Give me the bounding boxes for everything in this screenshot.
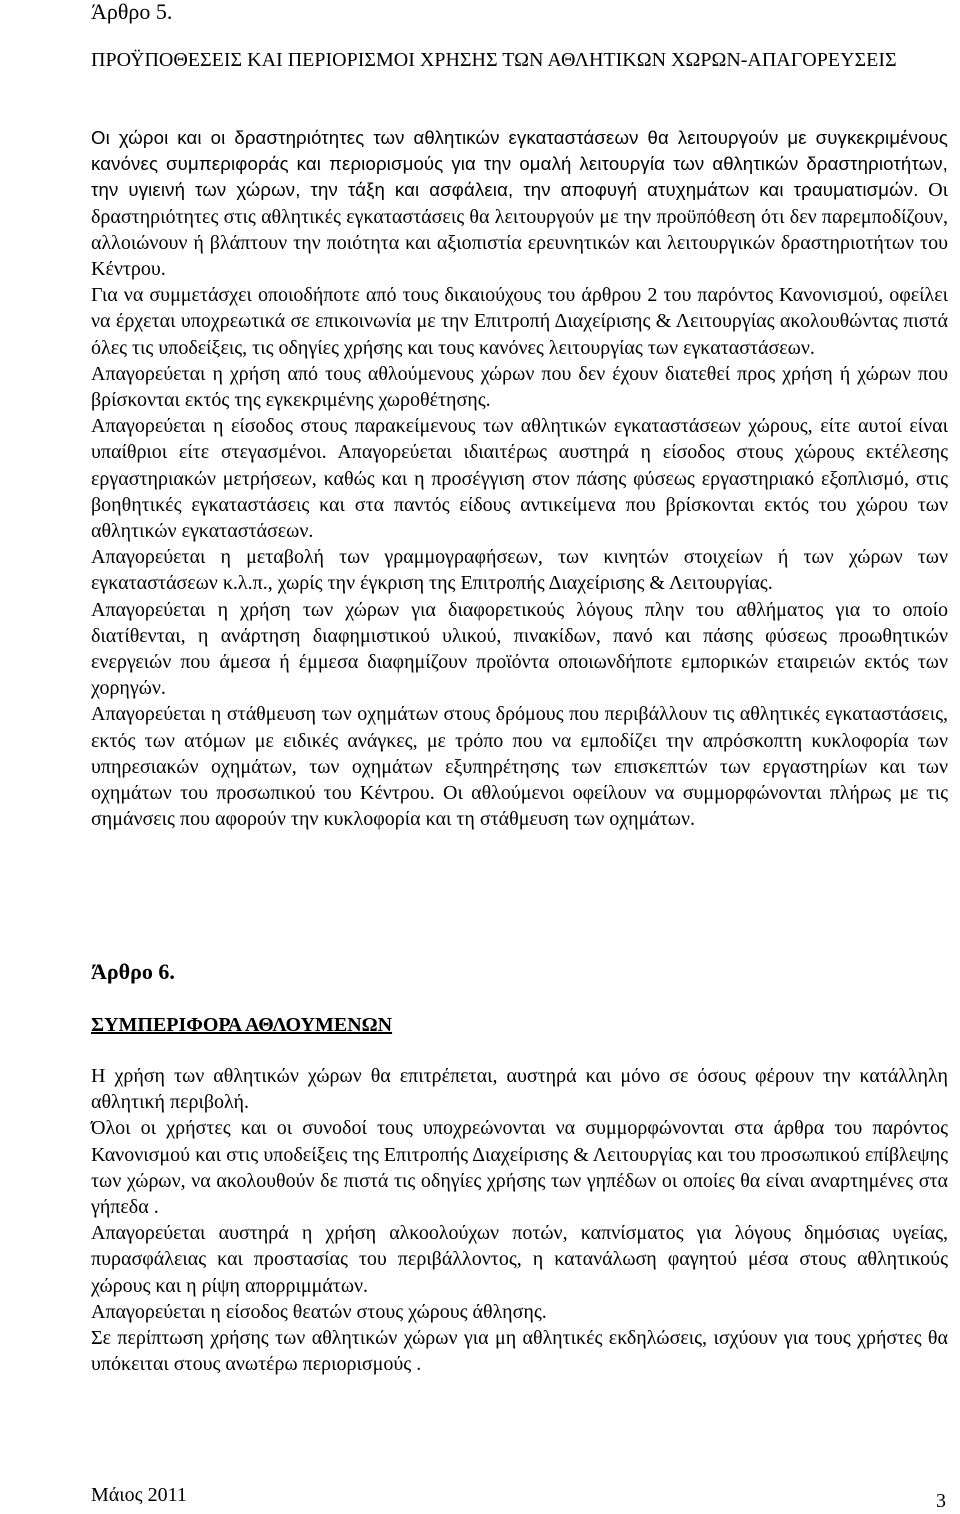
article-5-section-title: ΠΡΟΫΠΟΘΕΣΕΙΣ ΚΑΙ ΠΕΡΙΟΡΙΣΜΟΙ ΧΡΗΣΗΣ ΤΩΝ ΑΘΛΗΤΙΚΩΝ ΧΩΡΩΝ-ΑΠΑΓΟΡΕΥΣΕΙΣ [91, 49, 897, 71]
article-5-paragraph-4: Απαγορεύεται η χρήση από τους αθλούμενους χώρων που δεν έχουν διατεθεί προς χρήση ή χώρων που βρίσκονται εκτός της εγκεκριμένης χωροθέτησης. [91, 362, 948, 412]
article-5-paragraph-9 [91, 701, 948, 832]
article-5-paragraph-6-text: Απαγορεύεται ιδιαιτέρως αυστηρά η είσοδος στους χώρους εκτέλεσης εργαστηριακών μετρήσεων, καθώς και η προσέγγιση στον πάσης φύσεως εργαστηριακό εξοπλισμό, στις βοηθητικές εγκαταστάσεις και στα παντός είδους αντικείμενα που βρίσκονται εκτός του χώρου των αθλητικών εγκαταστάσεων. [91, 441, 948, 543]
article-5-body [91, 125, 948, 832]
article-5-paragraph-7: Απαγορεύεται η μεταβολή των γραμμογραφήσεων, των κινητών στοιχείων ή των χώρων των εγκαταστάσεων κ.λ.π., χωρίς την έγκριση της Επιτροπής Διαχείρισης & Λειτουργίας. [91, 546, 948, 595]
article-6-body [91, 1063, 948, 1377]
article-6-paragraph-3: Απαγορεύεται αυστηρά η χρήση αλκοολούχων ποτών, καπνίσματος για λόγους δημόσιας υγείας, πυρασφάλειας και προστασίας του περιβάλλοντος, η κατανάλωση φαγητού μέσα στους αθλητικούς χώρους και η ρίψη απορριμμάτων. [91, 1222, 948, 1297]
article-6-paragraph-1: Η χρήση των αθλητικών χώρων θα επιτρέπεται, αυστηρά και μόνο σε όσους φέρουν την κατάλληλη αθλητική περιβολή. [91, 1065, 948, 1114]
article-5-title: Άρθρο 5. [91, 0, 173, 24]
article-6-title: Άρθρο 6. [91, 959, 175, 984]
article-5-paragraph-2-text: Οι δραστηριότητες στις αθλητικές εγκαταστάσεις θα λειτουργούν με την προϋπόθεση ότι δεν παρεμποδίζουν, αλλοιώνουν ή βλάπτουν την ποιότητα και αξιοπιστία ερευνητικών και λειτουργικών δραστηριοτήτων του Κέντρου. [91, 179, 949, 281]
article-5-paragraph-5-text: Απαγορεύεται η είσοδος στους παρακείμενους των αθλητικών εγκαταστάσεων χώρους, είτε αυτοί είναι υπαίθριοι είτε στεγασμένοι. [91, 415, 948, 464]
article-6-paragraph-4: Απαγορεύεται η είσοδος θεατών στους χώρους άθλησης. [91, 1300, 547, 1323]
article-6-section-title: ΣΥΜΠΕΡΙΦΟΡΑ ΑΘΛΟΥΜΕΝΩΝ [91, 1014, 393, 1036]
article-5-paragraph-9-text: Απαγορεύεται η στάθμευση των οχημάτων στους δρόμους που περιβάλλουν τις αθλητικές εγκαταστάσεις, εκτός των ατόμων με ειδικές ανάγκες, με τρόπο που να εμποδίζει την απρόσκοπτη κυκλοφορία των υπηρεσιακών οχημάτων, των οχημάτων εξυπηρέτησης των επισκεπτών των εργαστηρίων και των οχημάτων του προσωπικού του Κέντρου. [91, 703, 948, 805]
article-5-paragraph-10-text: Οι αθλούμενοι οφείλουν να συμμορφώνονται πλήρως με τις σημάνσεις που αφορούν την κυκλοφορία και τη στάθμευση των οχημάτων. [91, 782, 948, 831]
article-6-paragraph-5: Σε περίπτωση χρήσης των αθλητικών χώρων για μη αθλητικές εκδηλώσεις, ισχύουν για τους χρήστες θα υπόκειται στους ανωτέρω περιορισμούς . [91, 1327, 948, 1376]
article-5-paragraph-1 [91, 125, 948, 282]
article-5-paragraph-3: Για να συμμετάσχει οποιοδήποτε από τους δικαιούχους του άρθρου 2 του παρόντος Κανονισμού, οφείλει να έρχεται υποχρεωτικά σε επικοινωνία με την Επιτροπή Διαχείρισης & Λειτουργίας ακολουθώντας πιστά όλες τις υποδείξεις, τις οδηγίες χρήσης και τους κανόνες λειτουργίας των εγκαταστάσεων. [91, 284, 948, 359]
article-6-paragraph-2: Όλοι οι χρήστες και οι συνοδοί τους υποχρεώνονται να συμμορφώνονται στα άρθρα του παρόντος Κανονισμού και στις υποδείξεις της Επιτροπής Διαχείρισης & Λειτουργίας και του προσωπικού επίβλεψης των χώρων, να ακολουθούν δε πιστά τις οδηγίες χρήσης των γηπέδων οι οποίες θα είναι αναρτημένες στα γήπεδα . [91, 1117, 948, 1219]
article-5-paragraph-8: Απαγορεύεται η χρήση των χώρων για διαφορετικούς λόγους πλην του αθλήματος για το οποίο διατίθενται, η ανάρτηση διαφημιστικού υλικού, πινακίδων, πανό και πάσης φύσεως προωθητικών ενεργειών που άμεσα ή έμμεσα διαφημίζουν προϊόντα οποιωνδήποτε εμπορικών εταιρειών εκτός των χορηγών. [91, 598, 948, 700]
page-number: 3 [936, 1490, 946, 1512]
footer-date: Μάιος 2011 [91, 1484, 187, 1506]
article-5-paragraph-5 [91, 413, 948, 544]
article-5-paragraph-1-text: Οι χώροι και οι δραστηριότητες των αθλητικών εγκαταστάσεων θα λειτουργούν με συγκεκριμένους κανόνες συμπεριφοράς και περιορισμούς για την ομαλή λειτουργία των αθλητικών δραστηριοτήτων, την υγιεινή των χώρων, την τάξη και ασφάλεια, την αποφυγή ατυχημάτων και τραυματισμών. [91, 127, 948, 201]
